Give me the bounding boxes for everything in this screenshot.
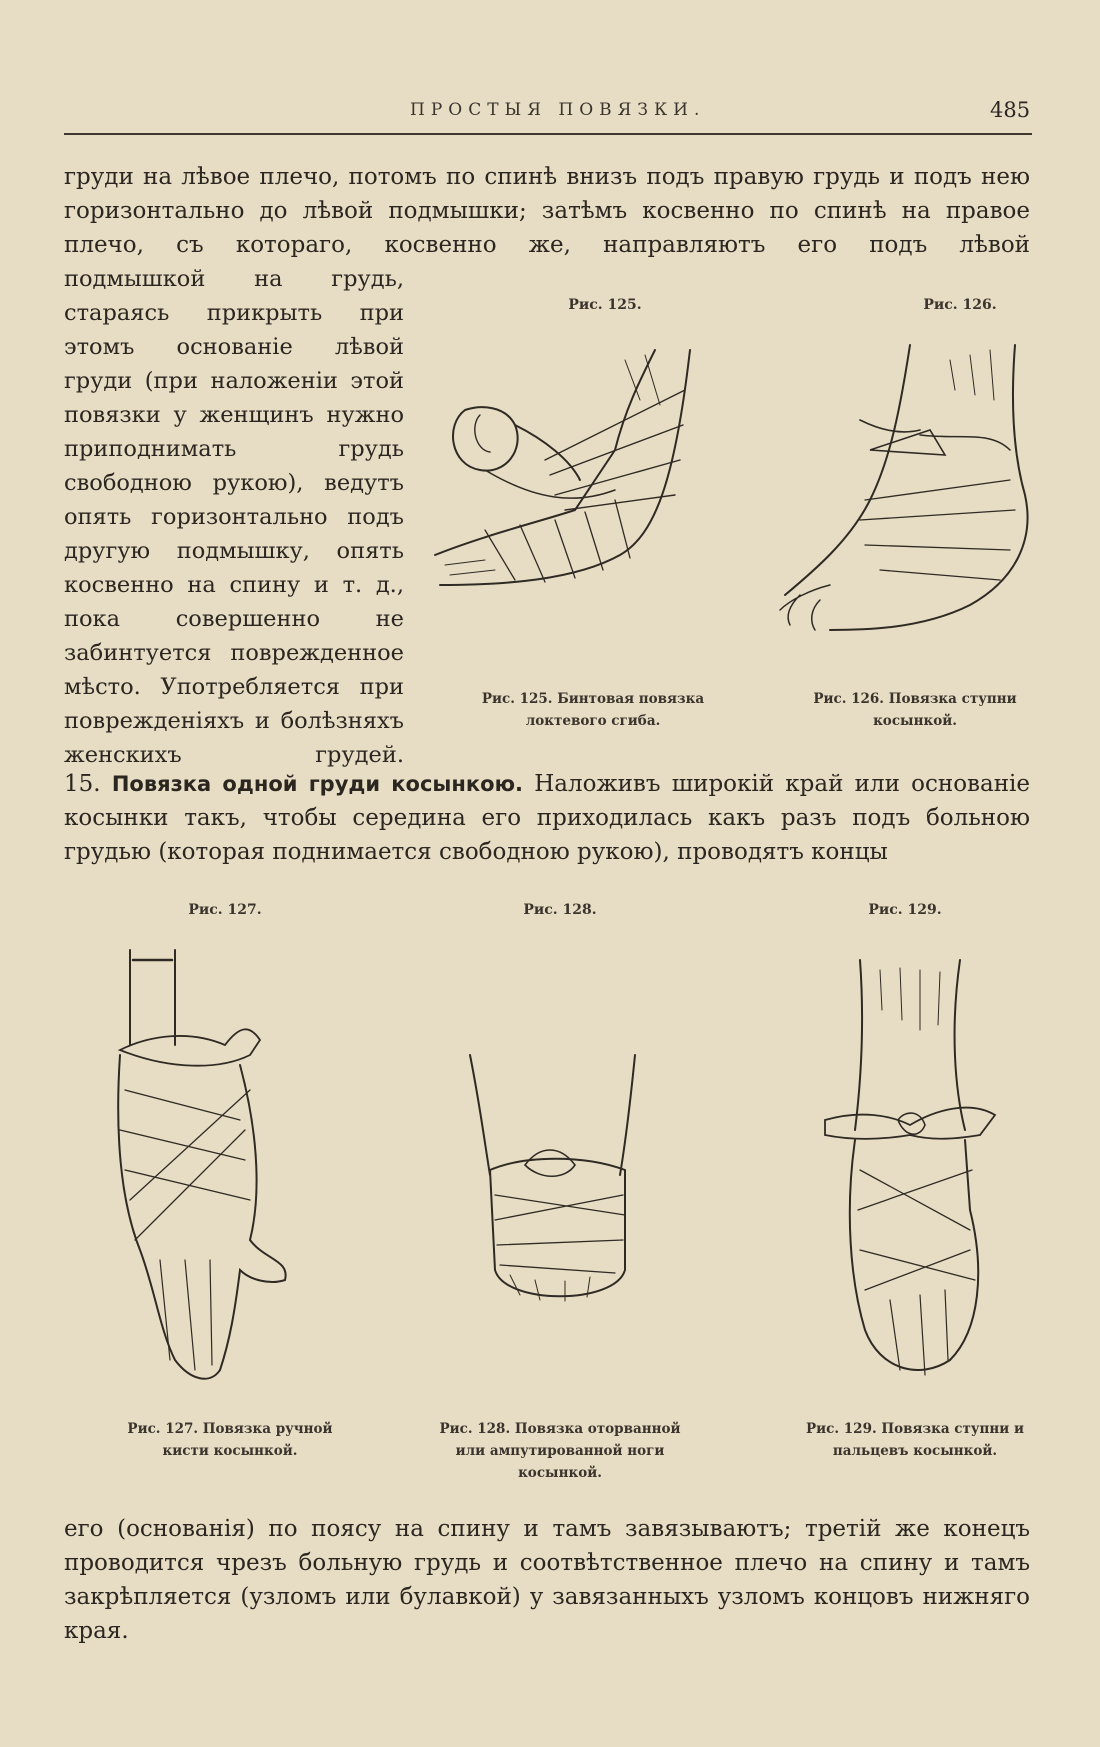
- figure-126-label: Рис. 126.: [923, 297, 997, 313]
- header-rule: [64, 133, 1032, 135]
- figure-129-caption: Рис. 129. Повязка ступни и пальцевъ косынкой.: [806, 1421, 1024, 1459]
- paragraph-bottom: его (основанія) по поясу на спину и тамъ завязываютъ; третій же конецъ проводится чрезъ больную грудь и соотвѣтственное плечо на спину и тамъ закрѣпляется (узломъ или булавкой) у завязанныхъ узломъ концовъ нижняго края.: [64, 1516, 1030, 1644]
- figure-127-label: Рис. 127.: [188, 902, 262, 918]
- paragraph-section-15: [64, 767, 1030, 869]
- figure-129-foot-toes-bandage: [820, 950, 1000, 1390]
- figure-126-foot-bandage: [770, 330, 1030, 665]
- figure-129-label: Рис. 129.: [868, 902, 942, 918]
- figure-128-label: Рис. 128.: [523, 902, 597, 918]
- figure-128-stump-bandage: [465, 1045, 645, 1315]
- paragraph-top: груди на лѣвое плечо, потомъ по спинѣ внизъ подъ правую грудь и подъ нею горизонтально до лѣвой подмышки; затѣмъ косвенно по спинѣ на правое плечо, съ котораго, косвенно же, направляютъ его подъ лѣвой: [64, 164, 1030, 258]
- page-number: 485: [990, 98, 1031, 122]
- figure-127-caption: Рис. 127. Повязка ручной кисти косынкой.: [127, 1421, 333, 1459]
- figure-126-caption: Рис. 126. Повязка ступни косынкой.: [813, 691, 1017, 729]
- paragraph-left-column: подмышкой на грудь, стараясь прикрыть при этомъ основаніе лѣвой груди (при наложеніи этой повязки у женщинъ нужно приподнимать грудь свободною рукою), ведутъ опять горизонтально подъ другую подмышку, опять косвенно на спину и т. д., пока совершенно не забинтуется поврежденное мѣсто. Употребляется при поврежденіяхъ и болѣзняхъ женскихъ грудей.: [64, 266, 404, 768]
- figure-125-label: Рис. 125.: [568, 297, 642, 313]
- section-15-title: Повязка одной груди косынкою.: [111, 772, 523, 796]
- section-15-text: Наложивъ широкій край или основаніе косынки такъ, чтобы середина его приходилась какъ разъ подъ больною грудью (которая поднимается свободною рукою), проводятъ концы: [64, 771, 1031, 865]
- figure-125-caption: Рис. 125. Бинтовая повязка локтевого сгиба.: [481, 691, 705, 729]
- figure-125-elbow-bandage: [425, 330, 745, 665]
- running-title: ПРОСТЫЯ ПОВЯЗКИ.: [410, 100, 706, 120]
- figure-128-caption: Рис. 128. Повязка оторванной или ампутированной ноги косынкой.: [439, 1421, 681, 1481]
- figure-127-hand-bandage: [100, 940, 300, 1400]
- section-15-number: 15.: [64, 771, 101, 797]
